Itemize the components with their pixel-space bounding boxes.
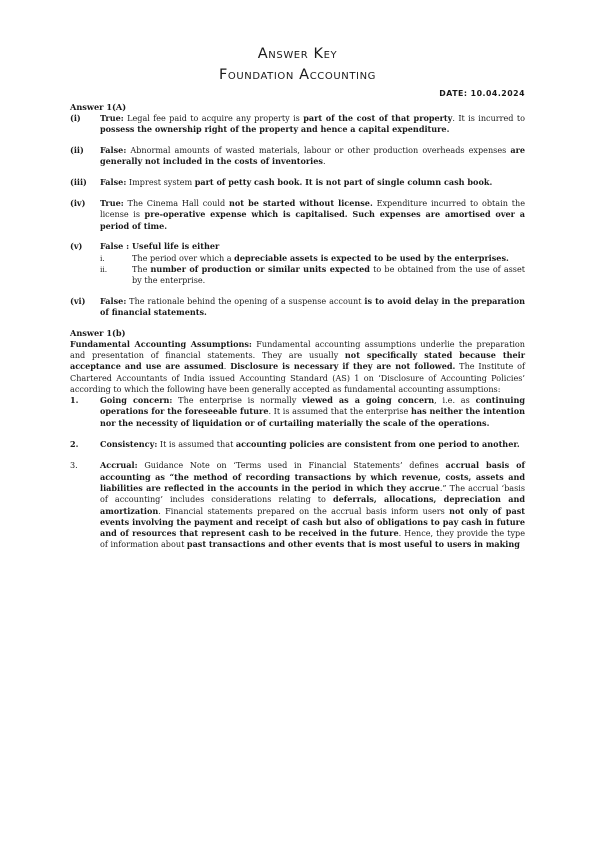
- answer-item: [70, 113, 525, 136]
- item-text: [100, 439, 525, 450]
- text-run: It is assumed that: [157, 439, 236, 450]
- item-text: [100, 145, 525, 168]
- bold-text-run: False:: [100, 296, 127, 307]
- doc-title: Answer Key: [257, 46, 338, 62]
- bold-text-run: Fundamental Accounting Assumptions:: [70, 338, 252, 349]
- item-number: (vi): [70, 296, 86, 307]
- item-text: [100, 241, 525, 286]
- item-number: (i): [70, 113, 81, 123]
- bold-text-run: False:: [100, 145, 127, 156]
- text-run: , i.e. as: [434, 395, 476, 406]
- bold-text-run: are generally not included in the costs of inventories: [100, 145, 525, 167]
- answer-item: [70, 439, 525, 450]
- bold-text-run: Disclosure is necessary if they are not followed.: [230, 361, 456, 372]
- text-run: .” The accrual ‘basis of accounting’ includes considerations relating to: [100, 482, 525, 505]
- bold-text-run: number of production or similar units expected: [150, 263, 370, 274]
- text-run: . Hence, they provide the type of information about: [100, 528, 526, 550]
- bold-text-run: True:: [100, 113, 124, 123]
- bold-text-run: accrual basis of accounting as “the method of recording transactions by which revenue, costs, assets and liabilities are reflected in the accounts in the period in which they accrue: [100, 460, 525, 493]
- answer-item: [70, 145, 525, 168]
- bold-text-run: not only of past events involving the payment and receipt of cash but also of obligations to pay cash in future and of resources that represent cash to be received in the future: [100, 505, 525, 539]
- item-number: 1.: [70, 395, 79, 406]
- text-run: . Financial statements prepared on the accrual basis inform users: [158, 505, 450, 516]
- bold-text-run: Accrual:: [100, 460, 138, 471]
- doc-date: DATE: 10.04.2024: [439, 89, 525, 98]
- text-run: The Institute of Chartered Accountants of India issued Accounting Standard (AS) 1 on ‘Disclosure of Accounting Policies’ according to which the following have been generally accepted as fundamental accounting assumptions:: [70, 361, 526, 394]
- bold-text-run: accounting policies are consistent from one period to another.: [235, 439, 520, 450]
- text-run: Expenditure incurred to obtain the license is: [100, 197, 525, 220]
- bold-text-run: not specifically stated because their acceptance and use are assumed: [70, 349, 525, 372]
- bold-text-run: is to avoid delay in the preparation of financial statements.: [100, 296, 526, 318]
- bold-text-run: viewed as a going concern: [302, 395, 435, 406]
- answer-item: [70, 395, 525, 429]
- text-run: . It is assumed that the enterprise: [268, 406, 411, 417]
- sub-item-text: [132, 253, 525, 264]
- bold-text-run: False : Useful life is either: [100, 241, 220, 252]
- sub-item-number: i.: [100, 253, 105, 263]
- item-text: [100, 296, 525, 319]
- text-run: Imprest system: [126, 177, 195, 188]
- item-number: (ii): [70, 145, 84, 156]
- item-number: 2.: [70, 439, 79, 450]
- bold-text-run: True:: [100, 197, 124, 208]
- answer-1b-heading: Answer 1(b): [70, 327, 126, 338]
- text-run: The enterprise is normally: [172, 395, 303, 406]
- text-run: . It is incurred to: [452, 113, 525, 123]
- text-run: The Cinema Hall could: [123, 197, 229, 208]
- answer-1a-heading: Answer 1(A): [70, 102, 127, 112]
- answer-1a-list: [70, 113, 525, 319]
- text-run: The period over which a: [132, 252, 235, 263]
- answer-1b-intro: [70, 339, 525, 395]
- text-run: Fundamental accounting assumptions underlie the preparation and presentation of financial statements. They are usually: [70, 338, 525, 360]
- bold-text-run: part of petty cash book. It is not part of single column cash book.: [194, 177, 493, 188]
- text-run: The rationale behind the opening of a suspense account: [126, 296, 365, 307]
- bold-text-run: past transactions and other events that is most useful to users in making: [186, 539, 520, 550]
- text-run: .: [322, 156, 326, 167]
- answer-item: [70, 460, 525, 550]
- item-number: (iv): [70, 197, 86, 208]
- bold-text-run: pre-operative expense which is capitalised. Such expenses are amortised over a period of time.: [100, 209, 526, 231]
- answer-item: [70, 177, 525, 188]
- doc-subtitle: Foundation Accounting: [218, 67, 377, 83]
- answer-item: [70, 241, 525, 286]
- bold-text-run: part of the cost of that property: [303, 113, 453, 123]
- bold-text-run: False:: [100, 177, 127, 188]
- text-run: to be obtained from the use of asset by the enterprise.: [132, 263, 526, 286]
- text-run: The: [132, 263, 151, 274]
- sub-item-number: ii.: [100, 264, 108, 274]
- item-number: 3.: [70, 460, 78, 471]
- bold-text-run: not be started without license.: [228, 197, 373, 208]
- text-run: Guidance Note on ‘Terms used in Financial Statements’ defines: [137, 460, 446, 471]
- text-run: Abnormal amounts of wasted materials, labour or other production overheads expenses: [126, 145, 511, 156]
- item-text: [100, 395, 525, 429]
- item-text: [100, 177, 525, 188]
- bold-text-run: Going concern:: [100, 395, 173, 406]
- item-text: [100, 113, 525, 136]
- bold-text-run: Consistency:: [100, 439, 158, 450]
- sub-item: [100, 264, 525, 287]
- sub-item-text: [132, 264, 525, 287]
- item-number: (v): [70, 241, 83, 252]
- item-text: [100, 460, 525, 550]
- bold-text-run: possess the ownership right of the property and hence a capital expenditure.: [100, 124, 450, 135]
- item-number: (iii): [70, 177, 87, 188]
- bold-text-run: depreciable assets is expected to be used by the enterprises.: [234, 252, 509, 263]
- answer-item: [70, 296, 525, 319]
- answer-key-page: [70, 44, 525, 551]
- answer-item: [70, 198, 525, 232]
- text-run: .: [223, 361, 231, 372]
- item-text: [100, 198, 525, 232]
- bold-text-run: deferrals, allocations, depreciation and amortization: [100, 494, 525, 516]
- bold-text-run: continuing operations for the foreseeable future: [100, 395, 525, 417]
- text-run: Legal fee paid to acquire any property is: [123, 113, 304, 123]
- answer-1b-list: [70, 395, 525, 551]
- bold-text-run: has neither the intention nor the necessity of liquidation or of curtailing materially the scale of the operations.: [100, 406, 525, 428]
- sub-item: [100, 253, 525, 264]
